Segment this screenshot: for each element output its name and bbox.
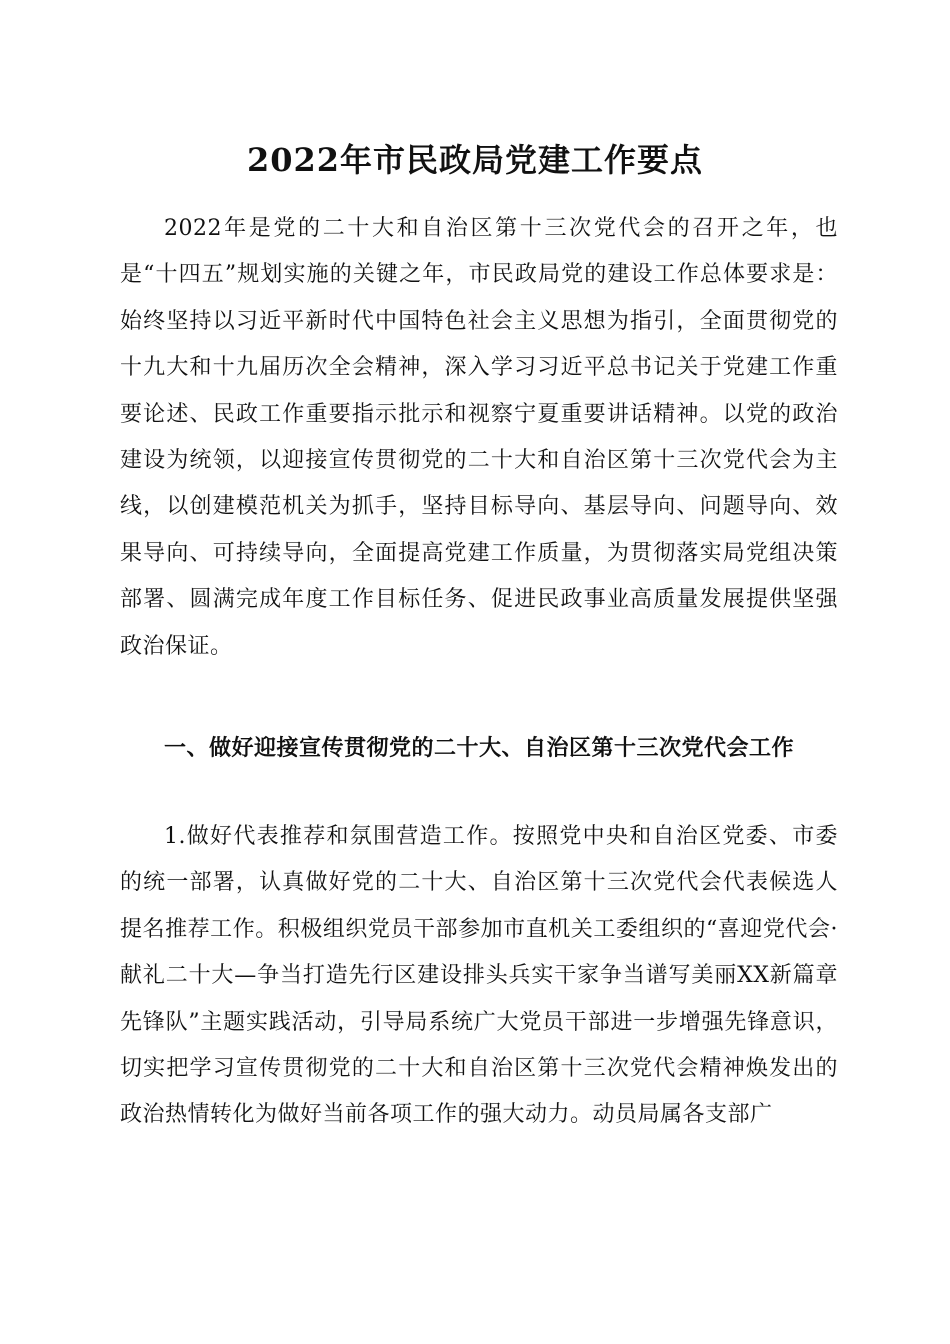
document-title: 2022年市民政局党建工作要点	[246, 141, 704, 179]
item-paragraph: 1.做好代表推荐和氛围营造工作。按照党中央和自治区党委、市委的统一部署，认真做好党的二十大、自治区第十三次党代会代表候选人提名推荐工作。积极组织党员干部参加市直机关工委组织的“喜迎党代会·献礼二十大—争当打造先行区建设排头兵实干家争当谱写美丽XX新篇章先锋队”主题实践活动，引导局系统广大党员干部进一步增强先锋意识，切实把学习宣传贯彻党的二十大和自治区第十三次党代会精神焕发出的政治热情转化为做好当前各项工作的强大动力。动员局属各支部广	[120, 824, 838, 1128]
section-heading: 一、做好迎接宣传贯彻党的二十大、自治区第十三次党代会工作	[164, 736, 795, 761]
intro-paragraph: 2022年是党的二十大和自治区第十三次党代会的召开之年，也是“十四五”规划实施的关键之年，市民政局党的建设工作总体要求是：始终坚持以习近平新时代中国特色社会主义思想为指引，全面贯彻党的十九大和十九届历次全会精神，深入学习习近平总书记关于党建工作重要论述、民政工作重要指示批示和视察宁夏重要讲话精神。以党的政治建设为统领，以迎接宣传贯彻党的二十大和自治区第十三次党代会为主线，以创建模范机关为抓手，坚持目标导向、基层导向、问题导向、效果导向、可持续导向，全面提高党建工作质量，为贯彻落实局党组决策部署、圆满完成年度工作目标任务、促进民政事业高质量发展提供坚强政治保证。	[120, 216, 838, 659]
